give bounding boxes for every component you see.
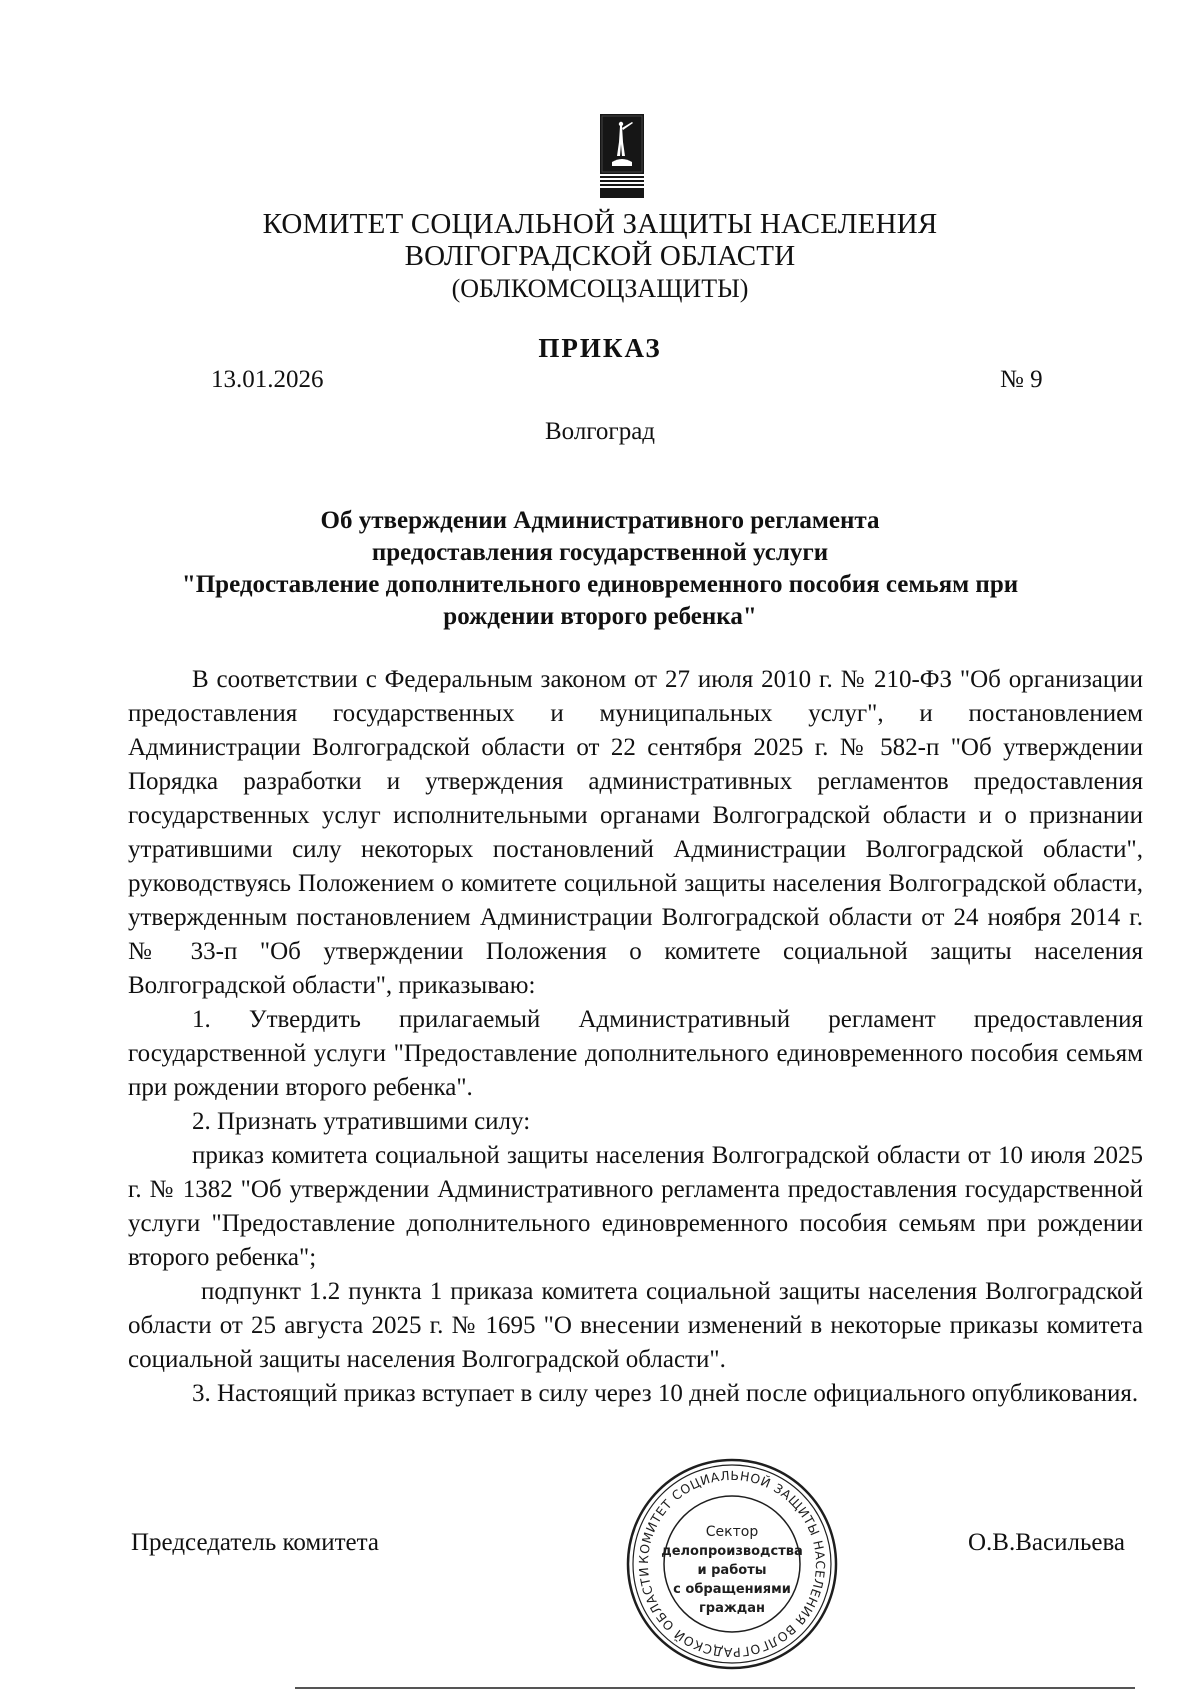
- stamp-center-line: делопроизводства: [661, 1544, 803, 1559]
- order-body: [128, 663, 1143, 1411]
- document-title: [140, 505, 1060, 633]
- official-stamp: [622, 1454, 842, 1674]
- volgograd-emblem-icon: [600, 112, 644, 208]
- item-2a-paragraph: приказ комитета социальной защиты населения Волгоградской области от 10 июля 2025 г. № 1382 "Об утверждении Административного регламента предоставления государственной услуги "Предоставление дополнительного единовременного пособия семьям при рождении второго ребенка";: [128, 1142, 1143, 1271]
- organization-name-line1: КОМИТЕТ СОЦИАЛЬНОЙ ЗАЩИТЫ НАСЕЛЕНИЯ: [262, 208, 938, 240]
- item-2b-paragraph: подпункт 1.2 пункта 1 приказа комитета социальной защиты населения Волгоградской области от 25 августа 2025 г. № 1695 "О внесении изменений в некоторые приказы комитета социальной защиты населения Волгоградской области".: [128, 1278, 1143, 1373]
- signer-role: Председатель комитета: [131, 1529, 379, 1556]
- document-title-line: "Предоставление дополнительного единовременного пособия семьям при: [181, 571, 1019, 598]
- stamp-ring-text: КОМИТЕТ СОЦИАЛЬНОЙ ЗАЩИТЫ НАСЕЛЕНИЯ ВОЛГОГРАДСКОЙ ОБЛАСТИ: [635, 1467, 829, 1661]
- document-title-line: предоставления государственной услуги: [371, 539, 829, 566]
- stamp-center-line: с обращениями: [673, 1582, 791, 1597]
- document-title-line: рождении второго ребенка": [443, 603, 757, 630]
- stamp-center-line: граждан: [698, 1601, 766, 1616]
- item-3-paragraph: 3. Настоящий приказ вступает в силу через 10 дней после официального опубликования.: [192, 1380, 1139, 1407]
- organization-header: [0, 208, 1200, 304]
- stamp-center-line: Сектор: [705, 1524, 759, 1540]
- stamp-center-line: и работы: [697, 1563, 767, 1578]
- organization-name-line2: ВОЛГОГРАДСКОЙ ОБЛАСТИ: [404, 240, 796, 272]
- page-bottom-rule: [295, 1687, 1135, 1689]
- item-2-paragraph: 2. Признать утратившими силу:: [192, 1108, 531, 1135]
- organization-short-name: (ОБЛКОМСОЦЗАЩИТЫ): [451, 274, 749, 303]
- order-date: 13.01.2026: [211, 366, 324, 393]
- preamble-paragraph: В соответствии с Федеральным законом от 27 июля 2010 г. № 210-ФЗ "Об организации предоставления государственных и муниципальных услуг", и постановлением Администрации Волгоградской области от 22 сентября 2025 г. № 582-п "Об утверждении Порядка разработки и утверждения административных регламентов предоставления государственных услуг исполнительными органами Волгоградской области и о признании утратившими силу некоторых постановлений Администрации Волгоградской области", руководствуясь Положением о комитете социльной защиты населения Волгоградской области, утвержденным постановлением Администрации Волгоградской области от 24 ноября 2014 г. № 33-п "Об утверждении Положения о комитете социальной защиты населения Волгоградской области", приказываю:: [128, 666, 1143, 999]
- order-number: № 9: [1000, 366, 1043, 393]
- document-title-line: Об утверждении Административного регламента: [320, 507, 880, 534]
- item-1-paragraph: 1. Утвердить прилагаемый Административный регламент предоставления государственной услуги "Предоставление дополнительного единовременного пособия семьям при рождении второго ребенка".: [128, 1006, 1143, 1101]
- signer-name: О.В.Васильева: [968, 1529, 1126, 1556]
- order-city: Волгоград: [544, 418, 656, 445]
- order-title: ПРИКАЗ: [538, 333, 662, 363]
